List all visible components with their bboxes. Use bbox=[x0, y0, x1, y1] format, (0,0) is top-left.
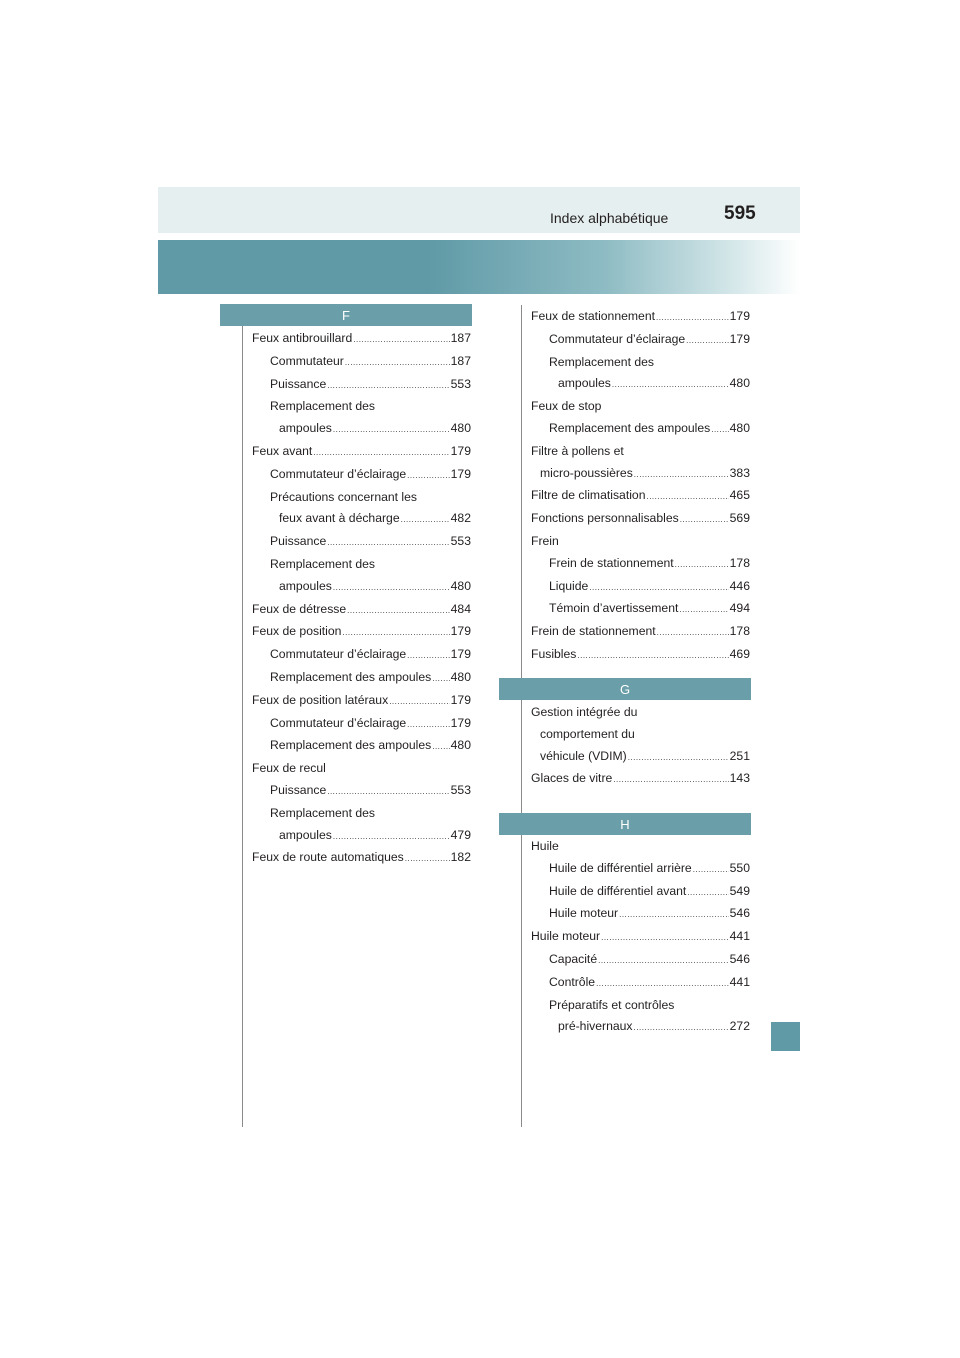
index-entry-text: Huile moteur bbox=[549, 906, 619, 921]
index-subentry[interactable] bbox=[531, 576, 750, 599]
page-title: Index alphabétique bbox=[550, 210, 669, 226]
index-entry-text: Fusibles bbox=[531, 646, 577, 661]
index-entry bbox=[531, 724, 750, 746]
index-entry-text: Gestion intégrée du bbox=[531, 705, 638, 719]
index-subentry[interactable] bbox=[252, 735, 471, 758]
index-entry-text: Frein de stationnement bbox=[531, 624, 656, 639]
index-entry-page: 553 bbox=[450, 534, 471, 549]
index-entry-page: 469 bbox=[729, 646, 750, 661]
index-subentry bbox=[252, 487, 471, 509]
index-entry-page: 553 bbox=[450, 782, 471, 797]
index-entry-page: 143 bbox=[729, 771, 750, 786]
index-entry-page: 383 bbox=[729, 465, 750, 480]
index-entry-text: micro-poussières bbox=[540, 465, 633, 480]
index-entry-page: 179 bbox=[729, 309, 750, 323]
index-entry[interactable] bbox=[531, 644, 750, 667]
index-entry-text: Feux de recul bbox=[252, 761, 326, 776]
index-entry-page: 182 bbox=[450, 850, 471, 865]
index-entry[interactable] bbox=[252, 690, 471, 713]
index-entry-page: 178 bbox=[729, 555, 750, 570]
index-entry-page: 446 bbox=[729, 578, 750, 593]
index-entry-text: Liquide bbox=[549, 578, 589, 593]
page-number: 595 bbox=[724, 203, 756, 224]
index-subentry[interactable] bbox=[531, 972, 750, 995]
index-entry-text: Frein de stationnement bbox=[549, 555, 674, 570]
section-header-h: H bbox=[499, 813, 751, 835]
index-entry bbox=[252, 758, 471, 780]
index-entry-page: 549 bbox=[729, 883, 750, 898]
index-entry-text: Précautions concernant les bbox=[270, 489, 418, 504]
column-divider-left bbox=[242, 305, 243, 1127]
index-entry-page: 550 bbox=[729, 860, 750, 875]
index-entry bbox=[531, 531, 750, 553]
index-entry-text: Feux de stop bbox=[531, 399, 602, 414]
index-entry-text: Feux antibrouillard bbox=[252, 331, 353, 345]
index-subentry[interactable] bbox=[252, 531, 471, 554]
index-entry[interactable] bbox=[531, 485, 750, 508]
index-entry-text: Feux de détresse bbox=[252, 601, 347, 616]
index-subentry[interactable] bbox=[252, 780, 471, 803]
index-entry-page: 465 bbox=[729, 488, 750, 503]
index-entry-page: 179 bbox=[450, 692, 471, 707]
index-entry[interactable] bbox=[531, 746, 750, 769]
column-divider-right bbox=[521, 305, 522, 1127]
index-subentry[interactable] bbox=[531, 881, 750, 904]
index-entry-text: Remplacement des ampoules bbox=[270, 669, 432, 684]
index-entry-text: Commutateur d’éclairage bbox=[270, 647, 407, 662]
index-entry-text: Témoin d’avertissement bbox=[549, 601, 679, 616]
index-entry-text: Filtre de climatisation bbox=[531, 488, 646, 503]
index-subentry bbox=[252, 803, 471, 825]
index-entry-text: ampoules bbox=[558, 376, 611, 391]
index-entry-text: véhicule (VDIM) bbox=[540, 748, 627, 763]
index-subentry[interactable] bbox=[531, 903, 750, 926]
index-entry-page: 482 bbox=[450, 511, 471, 526]
index-entry-page: 569 bbox=[729, 511, 750, 526]
index-entry-page: 178 bbox=[729, 624, 750, 639]
index-subentry[interactable] bbox=[531, 418, 750, 441]
index-entry-text: Fonctions personnalisables bbox=[531, 511, 679, 526]
index-entry-page: 479 bbox=[450, 827, 471, 842]
page-header-bar bbox=[158, 187, 800, 233]
index-entry[interactable] bbox=[252, 441, 471, 464]
index-entry-page: 480 bbox=[450, 738, 471, 753]
index-entry-text: Feux de position bbox=[252, 624, 342, 639]
index-entry-page: 480 bbox=[450, 578, 471, 593]
index-subentry bbox=[531, 995, 750, 1017]
index-entry-text: feux avant à décharge bbox=[279, 511, 400, 526]
index-entry-text: Commutateur d’éclairage bbox=[549, 331, 686, 346]
index-entry[interactable] bbox=[531, 926, 750, 949]
index-entry-page: 546 bbox=[729, 951, 750, 966]
index-entry-page: 179 bbox=[729, 331, 750, 346]
index-entry-text: Puissance bbox=[270, 534, 327, 549]
index-entry-text: comportement du bbox=[540, 726, 635, 741]
index-subentry bbox=[252, 554, 471, 576]
index-entry-text: Remplacement des bbox=[549, 354, 654, 369]
index-entry bbox=[531, 441, 750, 463]
index-entry-text: Remplacement des bbox=[270, 556, 375, 571]
index-entry-text: Remplacement des bbox=[270, 805, 375, 820]
index-entry-page: 480 bbox=[450, 669, 471, 684]
index-entry-page: 480 bbox=[729, 420, 750, 435]
index-column-left bbox=[252, 328, 471, 870]
index-entry-text: Feux de route automatiques bbox=[252, 850, 404, 865]
section-header-f: F bbox=[220, 304, 472, 326]
index-subentry[interactable] bbox=[252, 825, 471, 848]
index-entry bbox=[531, 702, 750, 724]
index-entry-text: Contrôle bbox=[549, 974, 596, 989]
chapter-side-tab bbox=[771, 1022, 800, 1051]
header-gradient-band bbox=[158, 240, 800, 294]
index-entry[interactable] bbox=[252, 847, 471, 870]
index-entry bbox=[531, 396, 750, 418]
index-entry-page: 187 bbox=[450, 331, 471, 345]
index-subentry[interactable] bbox=[252, 576, 471, 599]
index-entry-text: ampoules bbox=[279, 421, 332, 436]
index-entry-page: 179 bbox=[450, 624, 471, 639]
index-entry-text: Puissance bbox=[270, 782, 327, 797]
index-entry-text: Frein bbox=[531, 533, 559, 548]
index-entry[interactable] bbox=[531, 621, 750, 644]
index-entry-text: Filtre à pollens et bbox=[531, 443, 624, 458]
index-entry-text: pré-hivernaux bbox=[558, 1019, 633, 1034]
index-entry bbox=[531, 836, 750, 858]
index-entry-text: Feux de position latéraux bbox=[252, 692, 389, 707]
index-entry-page: 494 bbox=[729, 601, 750, 616]
index-subentry[interactable] bbox=[531, 1016, 750, 1039]
index-entry-text: Préparatifs et contrôles bbox=[549, 997, 675, 1012]
index-entry-text: Commutateur bbox=[270, 353, 344, 368]
index-column-right-h bbox=[531, 836, 750, 1039]
index-entry-text: Glaces de vitre bbox=[531, 771, 613, 786]
index-entry-text: Huile moteur bbox=[531, 929, 601, 944]
index-column-right-f bbox=[531, 306, 750, 667]
index-entry-page: 187 bbox=[450, 353, 471, 368]
index-subentry[interactable] bbox=[252, 351, 471, 374]
index-subentry[interactable] bbox=[252, 508, 471, 531]
index-entry-page: 441 bbox=[729, 929, 750, 944]
index-subentry bbox=[531, 352, 750, 374]
index-entry-text: Remplacement des ampoules bbox=[270, 738, 432, 753]
index-entry-page: 251 bbox=[729, 748, 750, 763]
index-subentry[interactable] bbox=[252, 713, 471, 736]
index-subentry[interactable] bbox=[531, 598, 750, 621]
index-subentry[interactable] bbox=[531, 329, 750, 352]
index-entry-text: Remplacement des ampoules bbox=[549, 420, 711, 435]
index-entry-page: 546 bbox=[729, 906, 750, 921]
index-subentry[interactable] bbox=[252, 418, 471, 441]
index-entry-text: Puissance bbox=[270, 376, 327, 391]
index-entry-text: Huile de différentiel arrière bbox=[549, 860, 692, 875]
index-entry[interactable] bbox=[531, 306, 750, 329]
index-entry-page: 179 bbox=[450, 443, 471, 458]
index-column-right-g bbox=[531, 702, 750, 791]
index-entry[interactable] bbox=[252, 599, 471, 622]
index-subentry[interactable] bbox=[252, 644, 471, 667]
index-entry-page: 179 bbox=[450, 466, 471, 481]
index-entry-text: Huile de différentiel avant bbox=[549, 883, 687, 898]
index-entry-page: 179 bbox=[450, 715, 471, 730]
index-entry[interactable] bbox=[531, 508, 750, 531]
index-subentry bbox=[252, 396, 471, 418]
index-entry-page: 480 bbox=[450, 421, 471, 436]
index-entry[interactable] bbox=[252, 328, 471, 351]
index-entry-text: Feux avant bbox=[252, 443, 313, 458]
index-entry[interactable] bbox=[531, 768, 750, 791]
index-subentry[interactable] bbox=[252, 374, 471, 397]
index-entry-page: 553 bbox=[450, 376, 471, 391]
index-subentry[interactable] bbox=[252, 667, 471, 690]
index-entry-text: Remplacement des bbox=[270, 399, 375, 414]
index-entry-page: 441 bbox=[729, 974, 750, 989]
index-entry[interactable] bbox=[531, 463, 750, 486]
index-entry-text: Huile bbox=[531, 839, 559, 853]
index-subentry[interactable] bbox=[531, 858, 750, 881]
index-entry-page: 179 bbox=[450, 647, 471, 662]
index-subentry[interactable] bbox=[252, 464, 471, 487]
index-subentry[interactable] bbox=[531, 553, 750, 576]
index-entry-text: ampoules bbox=[279, 578, 332, 593]
index-entry-text: Feux de stationnement bbox=[531, 309, 655, 323]
section-header-g: G bbox=[499, 678, 751, 700]
index-entry[interactable] bbox=[252, 621, 471, 644]
index-entry-text: Commutateur d’éclairage bbox=[270, 466, 407, 481]
index-entry-page: 272 bbox=[729, 1019, 750, 1034]
index-entry-text: Capacité bbox=[549, 951, 598, 966]
index-entry-text: Commutateur d’éclairage bbox=[270, 715, 407, 730]
index-entry-text: ampoules bbox=[279, 827, 332, 842]
index-subentry[interactable] bbox=[531, 373, 750, 396]
index-entry-page: 484 bbox=[450, 601, 471, 616]
index-entry-page: 480 bbox=[729, 376, 750, 391]
index-subentry[interactable] bbox=[531, 949, 750, 972]
